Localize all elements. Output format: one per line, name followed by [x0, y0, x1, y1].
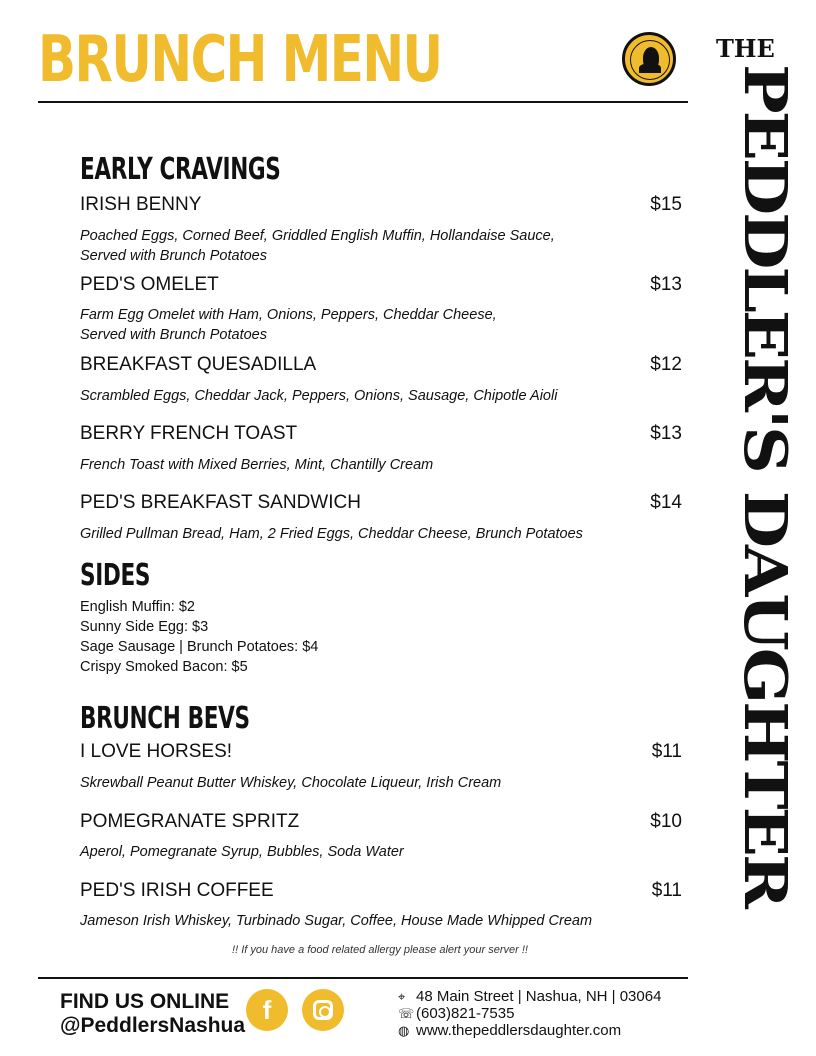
find-us-label: FIND US ONLINE: [60, 990, 230, 1013]
menu-item-price: $11: [651, 880, 682, 901]
menu-item-name: PED'S IRISH COFFEE: [80, 880, 274, 901]
menu-item-description: Aperol, Pomegranate Syrup, Bubbles, Soda Water: [80, 844, 404, 860]
menu-item-name: BERRY FRENCH TOAST: [80, 423, 298, 444]
phone-icon: ☏: [398, 1006, 415, 1021]
menu-item-description: Farm Egg Omelet with Ham, Onions, Peppers, Cheddar Cheese, Served with Brunch Potatoes: [80, 307, 497, 343]
find-us-online: [60, 990, 245, 1038]
menu-item-description: Scrambled Eggs, Cheddar Jack, Peppers, Onions, Sausage, Chipotle Aioli: [80, 388, 558, 404]
menu-item-description: Jameson Irish Whiskey, Turbinado Sugar, Coffee, House Made Whipped Cream: [80, 913, 593, 929]
instagram-button[interactable]: [302, 989, 344, 1031]
sides-line: Sage Sausage | Brunch Potatoes: $4: [80, 639, 319, 655]
globe-icon: ◍: [398, 1023, 410, 1038]
menu-item-name: I LOVE HORSES!: [80, 741, 233, 762]
menu-item-description: French Toast with Mixed Berries, Mint, Chantilly Cream: [80, 457, 434, 473]
sides-line: Crispy Smoked Bacon: $5: [80, 659, 248, 675]
instagram-icon: [313, 1000, 333, 1020]
brand-name: PEDDLER'S DAUGHTER: [730, 64, 801, 906]
menu-item-price: $14: [650, 492, 682, 513]
section-heading-early-cravings: EARLY CRAVINGS: [80, 152, 281, 187]
menu-title: BRUNCH MENU: [38, 23, 442, 97]
section-heading-brunch-bevs: BRUNCH BEVS: [80, 701, 250, 736]
bottom-divider: [38, 977, 688, 979]
menu-item-price: $15: [650, 194, 682, 215]
contact-info: [398, 988, 661, 1039]
sides-line: Sunny Side Egg: $3: [80, 619, 209, 635]
menu-item-description: Poached Eggs, Corned Beef, Griddled English Muffin, Hollandaise Sauce, Served with Brunch Potatoes: [80, 228, 555, 264]
top-divider: [38, 101, 688, 103]
menu-item-price: $13: [650, 423, 682, 444]
address-text: 48 Main Street | Nashua, NH | 03064: [416, 988, 662, 1005]
menu-item-price: $10: [650, 811, 682, 832]
brand-the: THE: [716, 34, 775, 63]
menu-item-price: $12: [650, 354, 682, 375]
menu-item-description: Grilled Pullman Bread, Ham, 2 Fried Eggs, Cheddar Cheese, Brunch Potatoes: [80, 526, 583, 542]
menu-item-price: $11: [651, 741, 682, 762]
social-handle: @PeddlersNashua: [60, 1014, 246, 1037]
facebook-icon: f: [262, 995, 272, 1025]
allergy-note: !! If you have a food related allergy please alert your server !!: [232, 944, 528, 956]
logo-silhouette-body: [639, 63, 661, 73]
sides-list: [80, 597, 318, 677]
menu-item-name: POMEGRANATE SPRITZ: [80, 811, 300, 832]
menu-item-name: IRISH BENNY: [80, 194, 202, 215]
phone-text[interactable]: (603)821-7535: [416, 1005, 515, 1022]
menu-item-name: BREAKFAST QUESADILLA: [80, 354, 317, 375]
menu-item-name: PED'S OMELET: [80, 274, 219, 295]
menu-item-name: PED'S BREAKFAST SANDWICH: [80, 492, 361, 513]
facebook-button[interactable]: [246, 989, 288, 1031]
menu-item-description: Skrewball Peanut Butter Whiskey, Chocolate Liqueur, Irish Cream: [80, 775, 502, 791]
menu-item-price: $13: [650, 274, 682, 295]
website-link[interactable]: www.thepeddlersdaughter.com: [416, 1022, 622, 1039]
section-heading-sides: SIDES: [80, 558, 151, 593]
logo: [622, 32, 676, 86]
location-pin-icon: ⌖: [398, 989, 406, 1004]
sides-line: English Muffin: $2: [80, 599, 195, 615]
